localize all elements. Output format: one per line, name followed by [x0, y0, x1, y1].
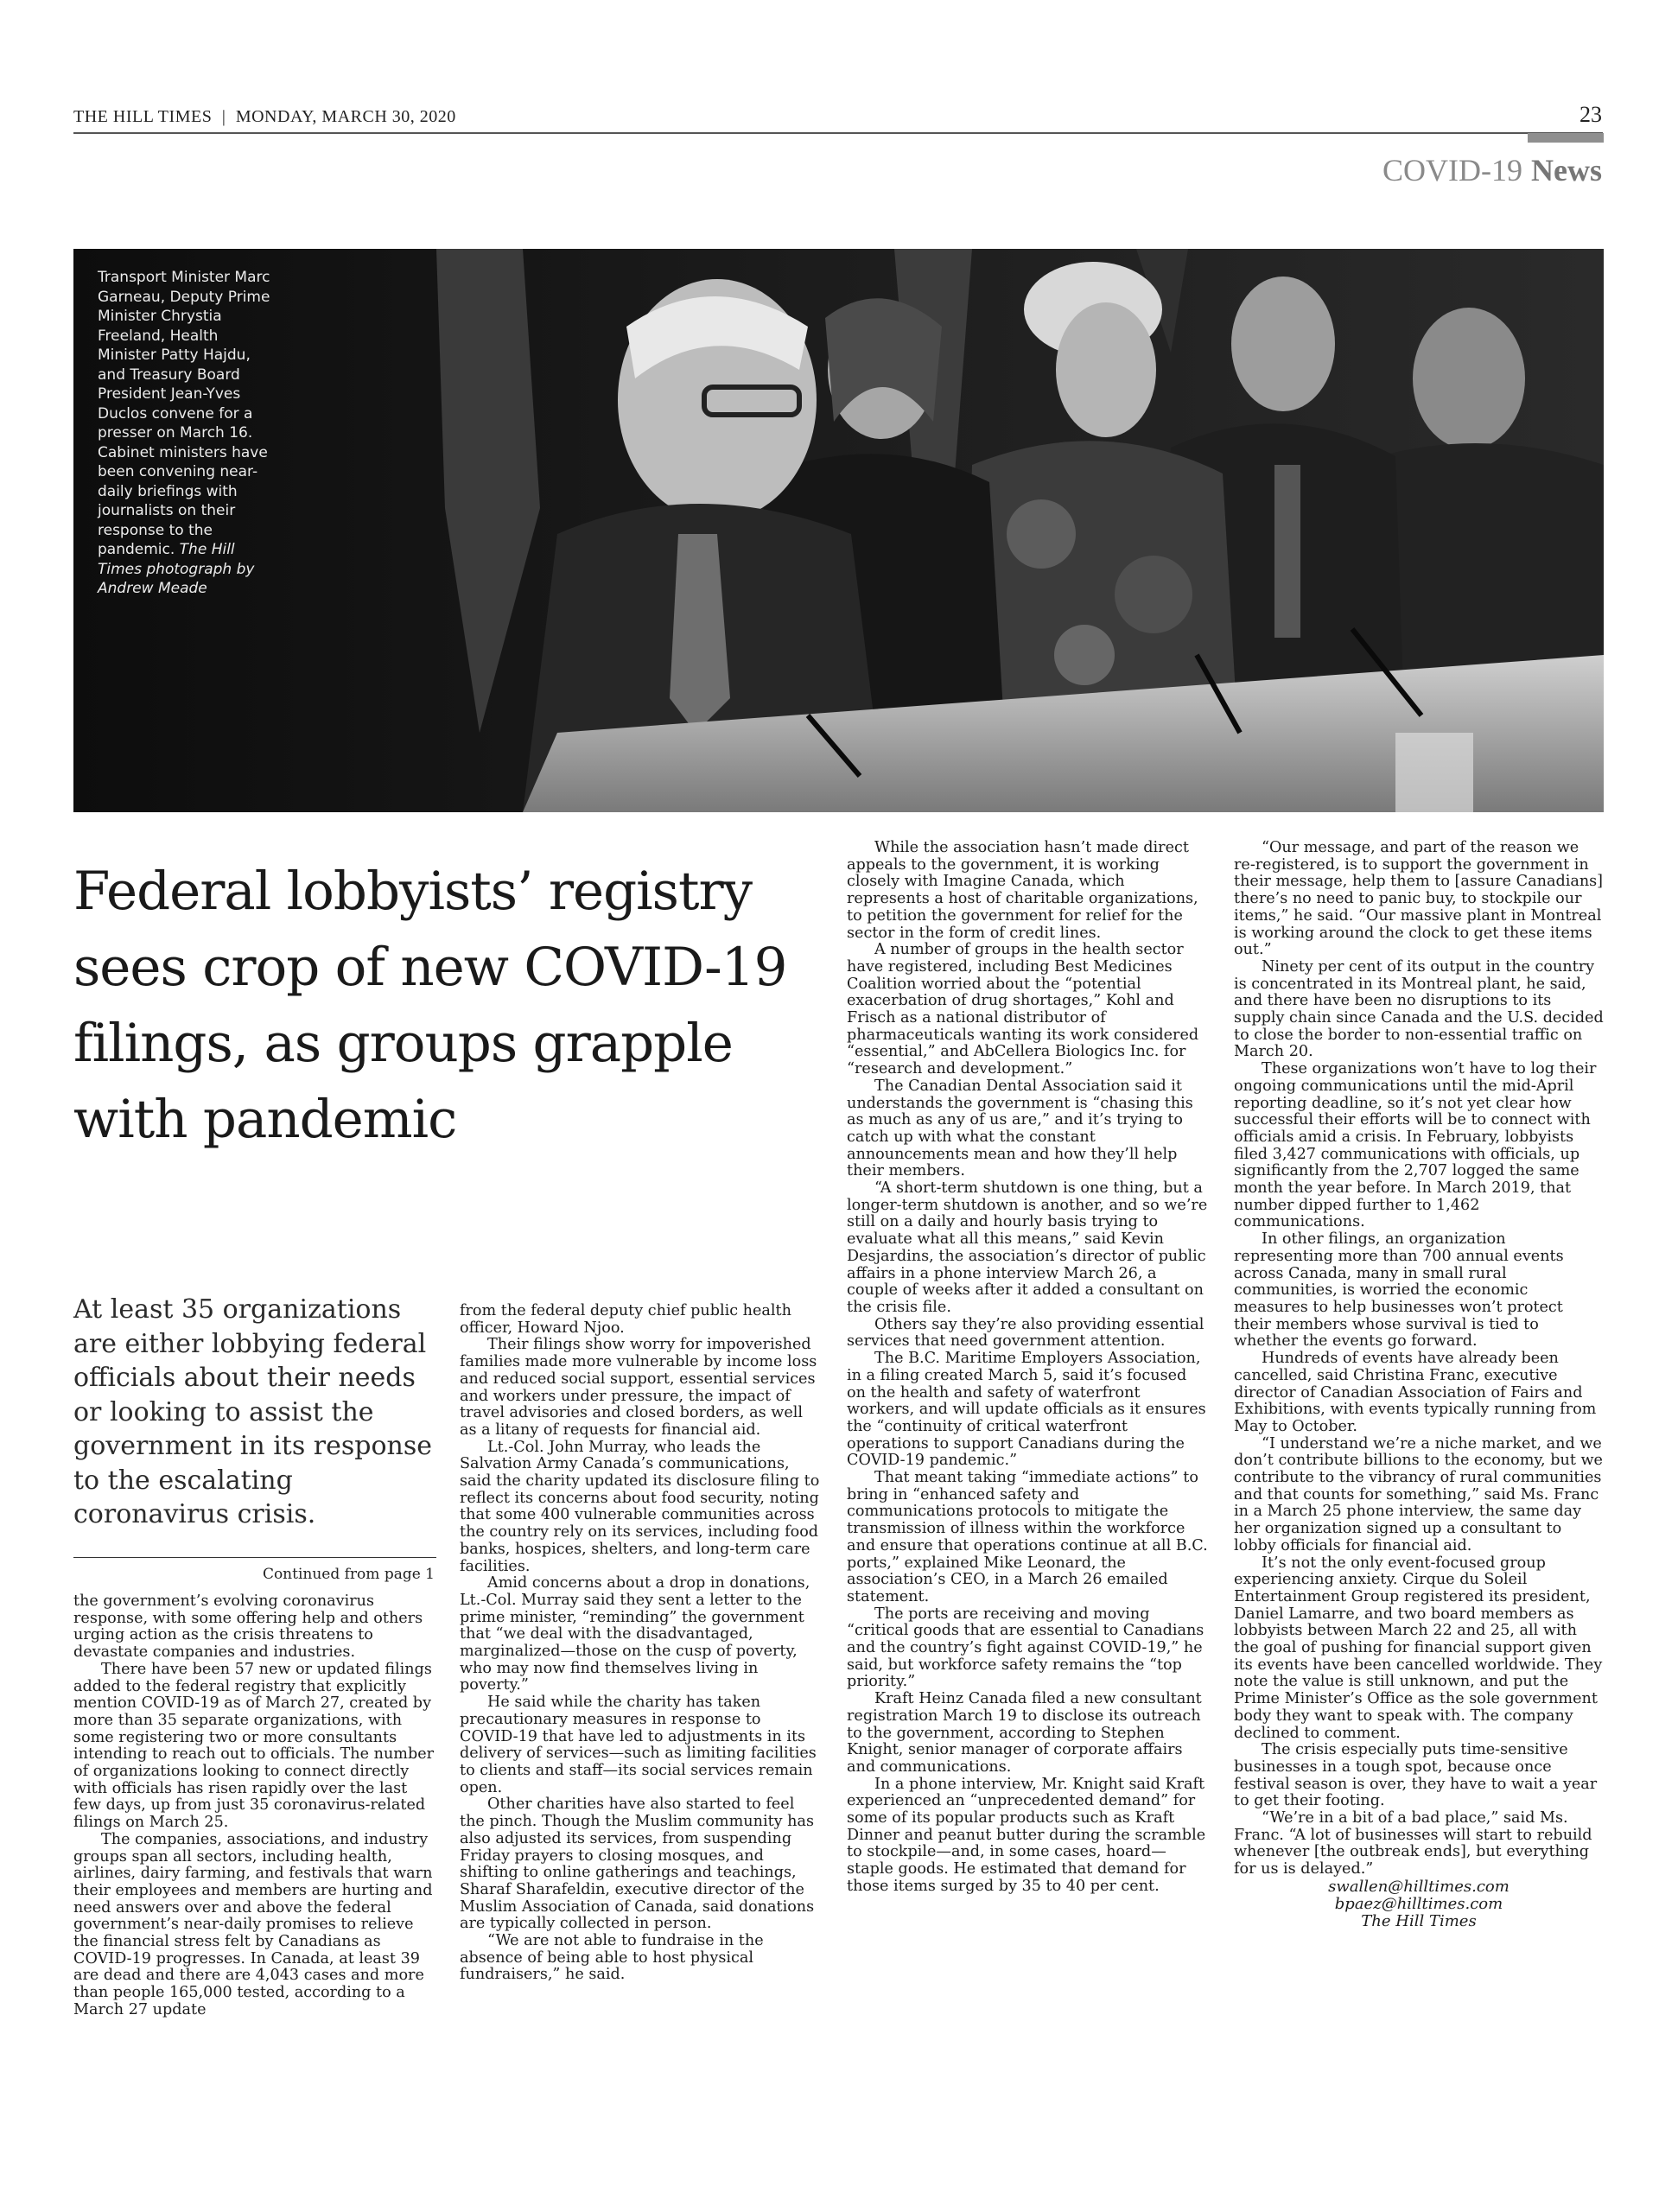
paragraph: These organizations won’t have to log their ongoing communications until the mid-April reporting deadline, so it’s not yet clear how successful their efforts will be to connect with officials amid a crisis. In February, lobbyists filed 3,427 communications with officials, up significantly from the 2,707 logged the same month the year before. In March 2019, that number dipped further to 1,462 communications. [1234, 1060, 1597, 1231]
paragraph: “We are not able to fundraise in the absence of being able to host physical fundraisers,” he said. [460, 1932, 764, 1984]
news-photo [73, 249, 1604, 812]
paragraph: There have been 57 new or updated filings added to the federal registry that explicitly mention COVID-19 as of March 27, created by more than 35 separate organizations, with some registering two or more consultants intending to reach out to officials. The number of organizations looking to connect directly with officials has risen rapidly over the last few days, up from just 35 coronavirus-related filings on March 25. [73, 1660, 435, 1832]
paragraph: “Our message, and part of the reason we re-registered, is to support the government in their message, help them to [assure Canadians] there’s no need to panic buy, to stockpile our items,” he said. “Our massive plant in Montreal is working around the clock to get these items out.” [1234, 839, 1604, 959]
article-signoff [1234, 1878, 1604, 1930]
page-number: 23 [1579, 102, 1602, 127]
photo-credit: The Hill Times photograph by Andrew Meade [98, 541, 255, 597]
paragraph: While the association hasn’t made direct appeals to the government, it is working closely with Imagine Canada, which represents a host of charitable organizations, to petition the government for relief for the sector in the form of credit lines. [847, 839, 1198, 942]
masthead: THE HILL TIMES [73, 107, 213, 126]
page-header [73, 107, 456, 127]
paragraph: the government’s evolving coronavirus response, with some offering help and others urging action as the crisis threatens to devastate companies and industries. [73, 1592, 423, 1662]
paragraph: It’s not the only event-focused group experiencing anxiety. Cirque du Soleil Entertainment Group registered its president, Daniel Lamarre, and two board members as lobbyists between March 22 and 25, all with the goal of pushing for financial support given its events have been cancelled worldwide. They note the value is still unknown, and put the Prime Minister’s Office as the sole government body they want to speak with. The company declined to comment. [1234, 1554, 1603, 1742]
photo-caption [98, 268, 270, 599]
continued-from: Continued from page 1 [262, 1566, 435, 1583]
paragraph: Hundreds of events have already been cancelled, said Christina Franc, executive director of Canadian Association of Fairs and Exhibitions, with events typically running from May to October. [1234, 1350, 1597, 1435]
author-email-1: swallen@hilltimes.com [1328, 1877, 1510, 1896]
caption-text: Transport Minister Marc Garneau, Deputy Prime Minister Chrystia Freeland, Health Minister Patty Hajdu, and Treasury Board President Jean-Yves Duclos convene for a presser on March 16. Cabinet ministers have been convening near-daily briefings with journalists on their response to the pandemic. [98, 269, 270, 558]
article-headline: Federal lobbyists’ registry sees crop of new COVID-19 filings, as groups grapple with pandemic [73, 861, 787, 1150]
section-tag: News [1531, 153, 1602, 188]
paragraph: The ports are receiving and moving “critical goods that are essential to Canadians and the country’s fight against COVID-19,” he said, but workforce safety remains the “top priority.” [847, 1605, 1204, 1691]
header-rule [73, 132, 1603, 134]
header-separator: | [221, 107, 226, 126]
paragraph: “A short-term shutdown is one thing, but a longer-term shutdown is another, and so we’re still on a daily and hourly basis trying to evaluate what all this means,” said Kevin Desjardins, the association’s director of public affairs in a phone interview March 26, a couple of weeks after it added a consultant on the crisis file. [847, 1179, 1208, 1316]
article-column-1 [73, 1593, 436, 2019]
section-name: COVID-19 [1382, 153, 1523, 188]
paragraph: He said while the charity has taken precautionary measures in response to COVID-19 that have led to adjustments in its delivery of services—such as limiting facilities to clients and staff—its social services remain open. [460, 1694, 817, 1796]
paragraph: “I understand we’re a niche market, and we don’t contribute billions to the economy, but we contribute to the vibrancy of rural communities and that counts for something,” said Ms. Franc in a March 25 phone interview, the same day her organization signed up a consultant to lobby officials for financial aid. [1234, 1434, 1603, 1554]
author-email-2: bpaez@hilltimes.com [1334, 1894, 1503, 1913]
paragraph: In a phone interview, Mr. Knight said Kraft experienced an “unprecedented demand” for some of its popular products such as Kraft Dinner and peanut butter during the scramble to stockpile—and, in some cases, hoard—staple goods. He estimated that demand for those items surged by 35 to 40 per cent. [847, 1775, 1206, 1895]
paragraph: Other charities have also started to feel the pinch. Though the Muslim community has also adjusted its services, from suspending Friday prayers to closing mosques, and shifting to online gatherings and teachings, Sharaf Sharafeldin, executive director of the Muslim Association of Canada, said donations are typically collected in person. [460, 1796, 815, 1933]
outlet-name: The Hill Times [1361, 1911, 1477, 1930]
section-label [1382, 152, 1602, 188]
paragraph: A number of groups in the health sector have registered, including Best Medicines Coalition worried about the “potential exacerbation of drug shortages,” Kohl and Frisch as a national distributor of pharmaceuticals wanting its work considered “essential,” and AbCellera Biologics Inc. for “research and development.” [847, 941, 1199, 1078]
article-column-3 [847, 840, 1210, 1896]
paragraph: Amid concerns about a drop in donations, Lt.-Col. Murray said they sent a letter to the prime minister, “reminding” the government that “we deal with the disadvantaged, marginalized—those on the cusp of poverty, who may now find themselves living in poverty.” [460, 1574, 810, 1694]
paragraph: Their filings show worry for impoverished families made more vulnerable by income loss and reduced social support, essential services and workers under pressure, the impact of travel advisories and closed borders, as well as a litany of requests for financial aid. [460, 1336, 817, 1439]
paragraph: In other filings, an organization representing more than 700 annual events across Canada, many in small rural communities, is worried the economic measures to help businesses won’t protect their members whose survival is tied to whether the events go forward. [1234, 1230, 1564, 1351]
issue-date: MONDAY, MARCH 30, 2020 [235, 107, 456, 126]
paragraph: from the federal deputy chief public health officer, Howard Njoo. [460, 1302, 791, 1337]
article-dek: At least 35 organizations are either lobbying federal officials about their needs or looking to assist the government in its response to the escalating coronavirus crisis. [73, 1294, 433, 1529]
paragraph: “We’re in a bit of a bad place,” said Ms. Franc. “A lot of businesses will start to rebuild whenever [the outbreak ends], but everything for us is delayed.” [1234, 1809, 1592, 1878]
photo-illustration [73, 249, 1604, 812]
paragraph: Kraft Heinz Canada filed a new consultant registration March 19 to disclose its outreach to the government, according to Stephen Knight, senior manager of corporate affairs and communications. [847, 1690, 1202, 1776]
paragraph: The B.C. Maritime Employers Association, in a filing created March 5, said it’s focused on the health and safety of waterfront workers, and will update officials as it ensures the “continuity of critical waterfront operations to support Canadians during the COVID-19 pandemic.” [847, 1350, 1206, 1470]
paragraph: Others say they’re also providing essential services that need government attention. [847, 1315, 1204, 1351]
paragraph: Ninety per cent of its output in the country is concentrated in its Montreal plant, he said, and there have been no disruptions to its supply chain since Canada and the U.S. decided to close the border to non-essential traffic on March 20. [1234, 957, 1604, 1061]
paragraph: Lt.-Col. John Murray, who leads the Salvation Army Canada’s communications, said the charity updated its disclosure filing to reflect its concerns about food security, noting that some 400 vulnerable communities across the country rely on its services, including food banks, hospices, shelters, and long-term care facilities. [460, 1438, 820, 1575]
dek-divider [73, 1557, 436, 1558]
article-column-2 [460, 1303, 823, 1984]
paragraph: The companies, associations, and industry groups span all sectors, including health, airlines, dairy farming, and festivals that warn their employees and members are hurting and need answers over and above the federal government’s near-daily promises to relieve the financial stress felt by Canadians as COVID-19 progresses. In Canada, at least 39 are dead and there are 4,043 cases and more than people 165,000 tested, according to a March 27 update [73, 1830, 433, 2018]
article-column-4 [1234, 840, 1604, 1930]
paragraph: The crisis especially puts time-sensitive businesses in a tough spot, because once festival season is over, they have to wait a year to get their footing. [1234, 1741, 1598, 1810]
page-number-tab [1528, 133, 1604, 143]
paragraph: The Canadian Dental Association said it understands the government is “chasing this as much as any of us are,” and it’s trying to catch up with what the constant announcements mean and how they’ll help their members. [847, 1077, 1193, 1180]
paragraph: That meant taking “immediate actions” to bring in “enhanced safety and communications protocols to mitigate the transmission of illness within the workforce and ensure that operations continue at all B.C. ports,” explained Mike Leonard, the association’s CEO, in a March 26 emailed statement. [847, 1469, 1208, 1605]
